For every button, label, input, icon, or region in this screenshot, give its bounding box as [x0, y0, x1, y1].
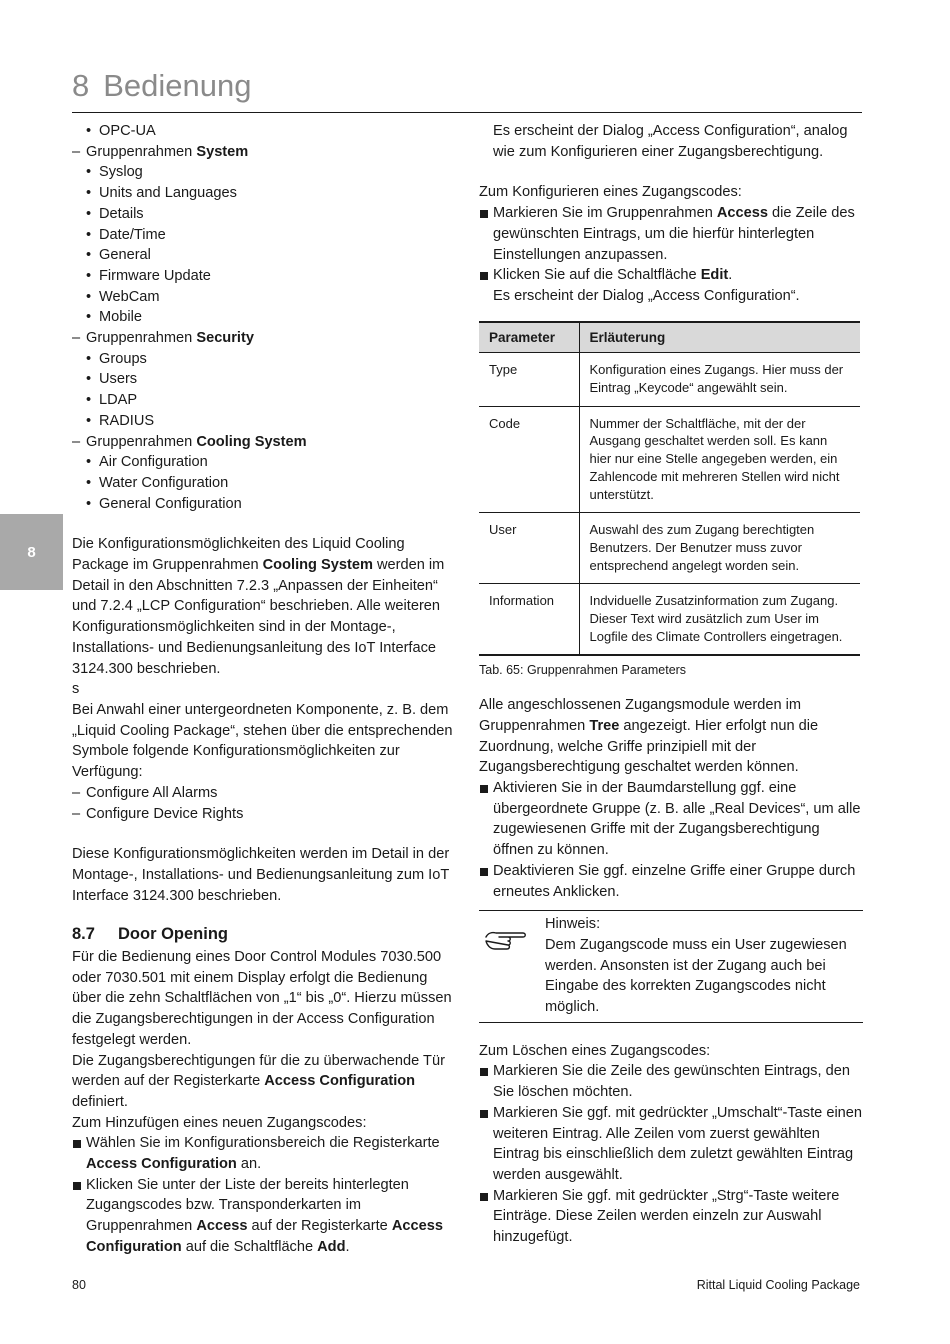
text: Klicken Sie unter der Liste der bereits hinterlegten Zugangscodes bzw. Transponderkarten im Gruppenrahmen [86, 1176, 409, 1235]
list-item: • Users [72, 369, 456, 390]
text-bold: Cooling System [262, 557, 373, 574]
list-item-text: Gruppenrahmen [86, 433, 193, 450]
text: Markieren Sie im Gruppenrahmen [493, 205, 717, 222]
footer-product: Rittal Liquid Cooling Package [696, 1278, 860, 1292]
instruction-step [479, 265, 863, 286]
page-number: 80 [72, 1278, 86, 1292]
paragraph: Für die Bedienung eines Door Control Modules 7030.500 oder 7030.501 mit einem Display erfolgt die Bedienung über die zehn Schaltflächen von „1“ bis „0“. Hierzu müssen die Zugangsberechtigungen in der Access Configuration festgelegt werden. [72, 949, 452, 1048]
text-bold: Access Configuration [86, 1218, 443, 1255]
text: auf die Schaltfläche [181, 1238, 318, 1255]
text: . [345, 1238, 350, 1255]
table-cell-explanation: Auswahl des zum Zugang berechtigten Benutzers. Der Benutzer muss zuvor entsprechend angelegt worden sein. [579, 513, 860, 584]
text: angezeigt. Hier erfolgt nun die Zuordnung, welche Griffe prinzipiell mit der Zugangsberechtigung geschaltet werden können. [479, 717, 819, 776]
list-item: • OPC-UA [72, 121, 456, 142]
hint-text: Dem Zugangscode muss ein User zugewiesen werden. Ansonsten ist der Zugang auch bei Eingabe des korrekten Zugangscodes nicht möglich. [545, 936, 847, 1016]
table-row [479, 406, 860, 513]
table-header-explanation: Erläuterung [579, 322, 860, 353]
table-cell-parameter: Information [479, 584, 579, 656]
list-item: • Date/Time [72, 225, 456, 246]
paragraph: s [72, 681, 80, 698]
paragraph: Zum Löschen eines Zugangscodes: [479, 1042, 711, 1059]
list-item: • General [72, 245, 456, 266]
spacer [72, 514, 456, 534]
pointing-hand-icon [483, 923, 529, 953]
table-header-row [479, 322, 860, 353]
instruction-step [479, 203, 863, 265]
step-result: Es erscheint der Dialog „Access Configuration“. [493, 287, 800, 304]
text-bold: Access Configuration [86, 1156, 237, 1173]
text-bold: Tree [589, 717, 620, 734]
text: auf der Registerkarte [247, 1218, 392, 1235]
section-title: Door Opening [118, 925, 228, 944]
text-bold: Access Configuration [264, 1073, 416, 1090]
list-item: • LDAP [72, 390, 456, 411]
text: an. [236, 1156, 262, 1173]
table-cell-parameter: Code [479, 406, 579, 513]
paragraph: Zum Konfigurieren eines Zugangscodes: [479, 184, 742, 201]
table-cell-parameter: User [479, 513, 579, 584]
list-item: • RADIUS [72, 411, 456, 432]
table-header-parameter: Parameter [479, 322, 579, 353]
list-item [72, 142, 456, 163]
list-item: • WebCam [72, 287, 456, 308]
instruction-step: Deaktivieren Sie ggf. einzelne Griffe einer Gruppe durch erneutes Anklicken. [479, 861, 863, 902]
text: die Zeile des gewünschten Eintrags, um die hierfür hinterlegten Einstellungen anzupassen. [493, 205, 855, 263]
paragraph: Es erscheint der Dialog „Access Configuration“, analog wie zum Konfigurieren einer Zugangsberechtigung. [493, 123, 848, 160]
list-item: • Mobile [72, 307, 456, 328]
text: werden im Detail in den Abschnitten 7.2.3 „Anpassen der Einheiten“ und 7.2.4 „LCP Configuration“ beschrieben. Alle weiteren Konfigurationsmöglichkeiten sind in der Montage-, Installations- und Bedienungsanleitung des IoT Interface 3124.300 beschrieben. [72, 557, 445, 677]
text: . [728, 267, 733, 284]
instruction-step: Markieren Sie die Zeile des gewünschten Eintrags, den Sie löschen möchten. [479, 1061, 863, 1102]
list-item [72, 432, 456, 453]
hint-title: Hinweis: [545, 916, 601, 933]
spacer [479, 162, 863, 182]
instruction-step: Aktivieren Sie in der Baumdarstellung ggf. eine übergeordnete Gruppe (z. B. alle „Real Devices“, um alle zugewiesenen Griffe mit der Zugangsberechtigung öffnen zu können. [479, 778, 863, 861]
text: Alle angeschlossenen Zugangsmodule werden im Gruppenrahmen [479, 697, 802, 734]
paragraph: Zum Hinzufügen eines neuen Zugangscodes: [72, 1114, 367, 1131]
list-item: • Details [72, 204, 456, 225]
paragraph [479, 695, 863, 778]
table-cell-parameter: Type [479, 353, 579, 406]
paragraph: Diese Konfigurationsmöglichkeiten werden im Detail in der Montage-, Installations- und Bedienungsanleitung zum IoT Interface 3124.300 beschrieben. [72, 846, 450, 904]
list-item: • General Configuration [72, 494, 456, 515]
list-item: • Firmware Update [72, 266, 456, 287]
instruction-step [72, 1133, 456, 1174]
list-item-bold: Security [196, 330, 254, 347]
list-item: • Water Configuration [72, 473, 456, 494]
list-item-text: Gruppenrahmen [86, 330, 193, 347]
text: Die Zugangsberechtigungen für die zu überwachende Tür werden auf der Registerkarte [72, 1052, 445, 1090]
instruction-step: Markieren Sie ggf. mit gedrückter „Strg“-Taste weitere Einträge. Diese Zeilen werden einzeln zur Auswahl hinzugefügt. [479, 1186, 863, 1248]
table-cell-explanation: Indviduelle Zusatzinformation zum Zugang. Dieser Text wird zusätzlich zum User im Logfile des Climate Controllers eingetragen. [579, 584, 860, 656]
list-item: – Configure Device Rights [72, 804, 456, 825]
text-bold: Access [196, 1218, 248, 1235]
list-item: • Air Configuration [72, 452, 456, 473]
paragraph [72, 1051, 456, 1113]
table-cell-explanation: Konfiguration eines Zugangs. Hier muss der Eintrag „Keycode“ angewählt sein. [579, 353, 860, 406]
table-row [479, 353, 860, 406]
paragraph [72, 534, 456, 679]
parameter-table [479, 321, 860, 657]
list-item-text: Gruppenrahmen [86, 143, 193, 160]
table-cell-explanation: Nummer der Schaltfläche, mit der der Ausgang geschaltet werden soll. Es kann hier nur eine Stelle angegeben werden, ein Zahlencode mit mehreren Stellen wird nicht unterstützt. [579, 406, 860, 513]
text: definiert. [72, 1093, 128, 1110]
table-caption: Tab. 65: Gruppenrahmen Parameters [479, 663, 687, 678]
table-row [479, 584, 860, 656]
list-item: • Syslog [72, 162, 456, 183]
list-item: • Units and Languages [72, 183, 456, 204]
text: Die Konfigurationsmöglichkeiten des Liquid Cooling Package im Gruppenrahmen [72, 536, 405, 574]
list-item: • Groups [72, 349, 456, 370]
text-bold: Edit [700, 267, 729, 284]
chapter-side-tab: 8 [0, 514, 63, 590]
text-bold: Access [716, 205, 768, 222]
instruction-step [72, 1175, 456, 1258]
text: Wählen Sie im Konfigurationsbereich die Registerkarte [86, 1135, 440, 1152]
section-number: 8.7 [72, 925, 95, 944]
list-item-bold: System [196, 143, 249, 160]
chapter-number: 8 [72, 68, 90, 103]
instruction-step: Markieren Sie ggf. mit gedrückter „Umschalt“-Taste einen weiteren Eintrag. Alle Zeilen vom zuerst gewählten Eintrag bis einschließlich dem zuletzt gewählten Eintrag werden ausgewählt. [479, 1103, 863, 1186]
list-item [72, 328, 456, 349]
text-bold: Add [317, 1238, 346, 1255]
table-row [479, 513, 860, 584]
left-column [72, 121, 456, 1258]
right-column [479, 121, 863, 1248]
list-item: – Configure All Alarms [72, 783, 456, 804]
chapter-title [72, 68, 252, 104]
spacer [72, 824, 456, 844]
paragraph: Bei Anwahl einer untergeordneten Komponente, z. B. dem „Liquid Cooling Package“, stehen über die entsprechenden Symbole folgende Konfigurationsmöglichkeiten zur Verfügung: [72, 701, 453, 781]
hint-box [479, 910, 863, 1023]
text: Klicken Sie auf die Schaltfläche [493, 267, 701, 284]
title-rule [72, 112, 862, 113]
section-heading [72, 924, 456, 945]
chapter-title-text: Bedienung [103, 68, 252, 103]
list-item-bold: Cooling System [196, 433, 307, 450]
